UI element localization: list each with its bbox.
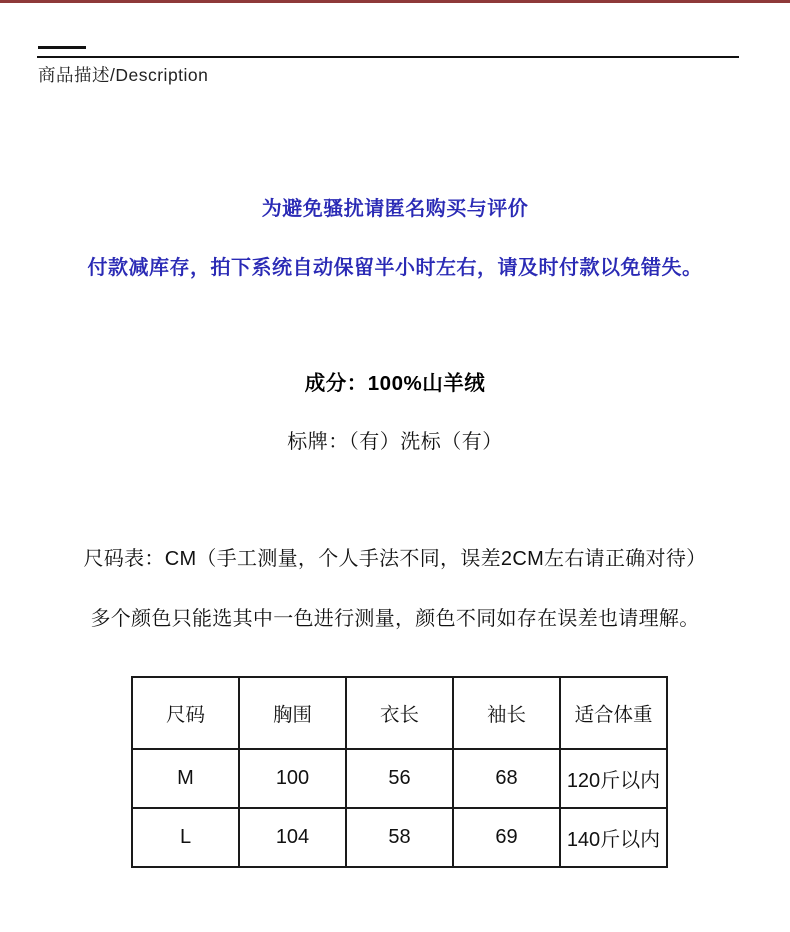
anonymous-purchase-notice: 为避免骚扰请匿名购买与评价 [261,198,529,220]
label-info: 标牌：（有）洗标（有） [287,431,503,453]
cell-weight: 120斤以内 [560,749,667,808]
top-accent-bar [0,0,790,3]
payment-reservation-notice: 付款减库存，拍下系统自动保留半小时左右，请及时付款以免错失。 [87,257,703,279]
cell-bust: 104 [239,808,346,867]
cell-size: M [132,749,239,808]
table-row [132,749,667,808]
column-header-weight: 适合体重 [560,677,667,749]
header-divider-line [37,56,739,58]
cell-length: 56 [346,749,453,808]
section-title: 商品描述/Description [38,65,209,85]
cell-length: 58 [346,808,453,867]
size-chart-table [131,676,668,868]
cell-weight: 140斤以内 [560,808,667,867]
composition-info: 成分：100%山羊绒 [304,372,486,395]
header-accent-line [38,46,86,49]
color-variance-note: 多个颜色只能选其中一色进行测量，颜色不同如存在误差也请理解。 [90,608,700,630]
measurement-note: 尺码表：CM（手工测量，个人手法不同，误差2CM左右请正确对待） [83,548,707,570]
cell-bust: 100 [239,749,346,808]
cell-sleeve: 68 [453,749,560,808]
size-chart-header-row [132,677,667,749]
cell-sleeve: 69 [453,808,560,867]
column-header-sleeve: 袖长 [453,677,560,749]
table-row [132,808,667,867]
column-header-bust: 胸围 [239,677,346,749]
column-header-size: 尺码 [132,677,239,749]
column-header-length: 衣长 [346,677,453,749]
cell-size: L [132,808,239,867]
